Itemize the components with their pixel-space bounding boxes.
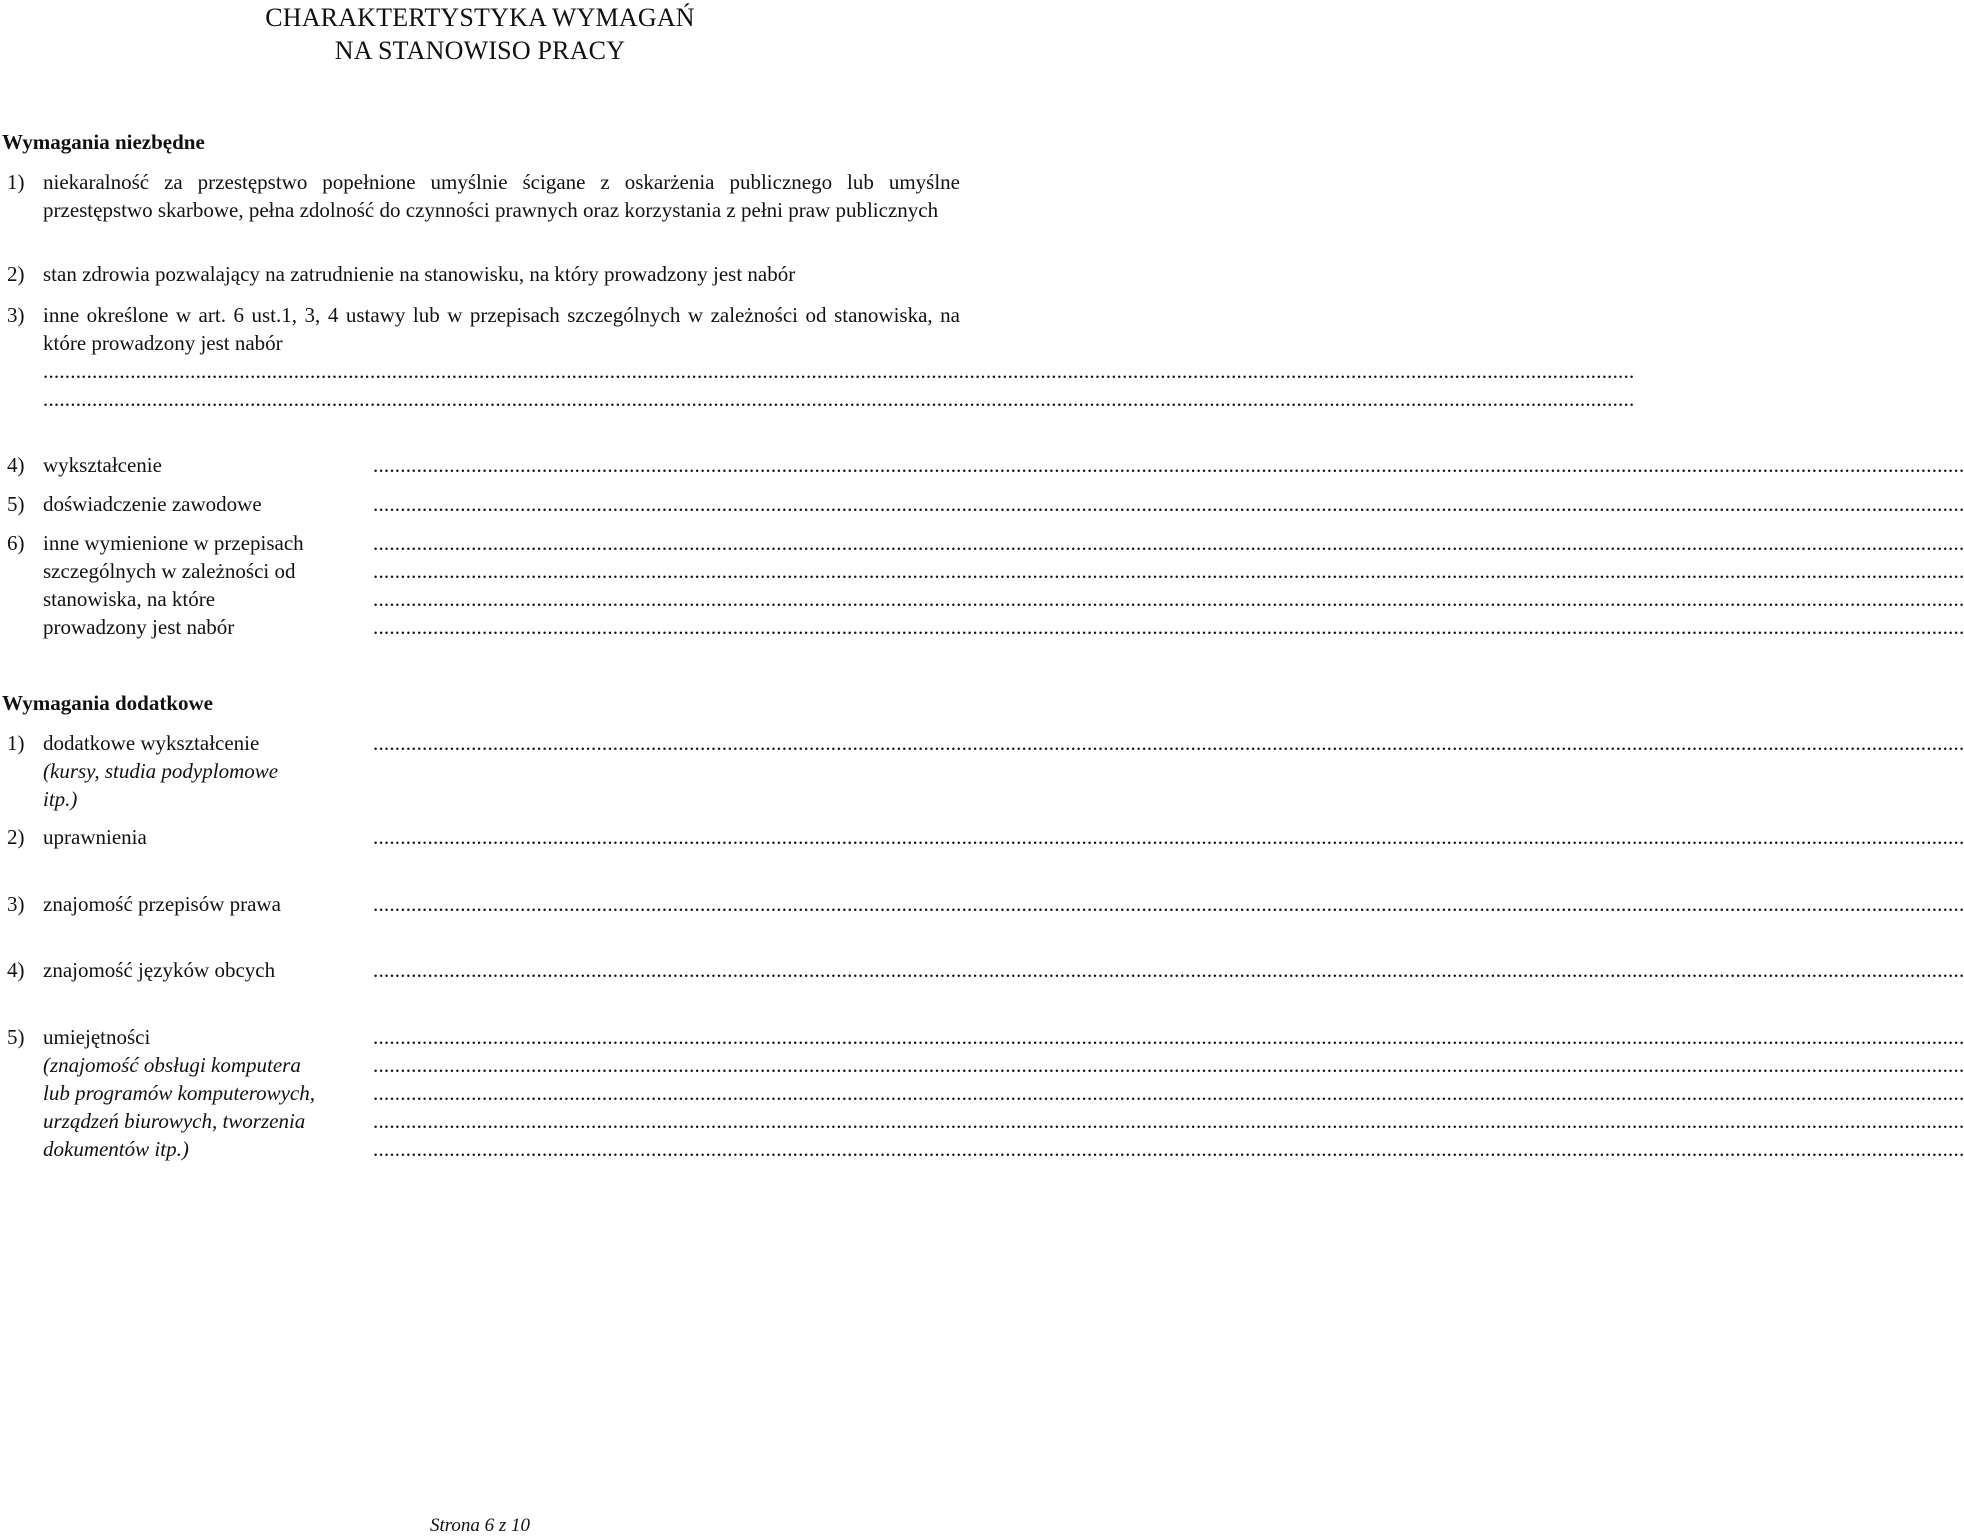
additional-item-5-fill-line-5[interactable]: .................................................................................................................................................................................................................................................................................................... [373,1137,1964,1161]
additional-item-3-text: znajomość przepisów prawa [43,892,281,916]
required-item-6-text-line-1: inne wymienione w przepisach [43,531,304,555]
additional-item-4-fill[interactable]: .................................................................................................................................................................................................................................................................................................... [373,958,1964,982]
required-item-5-text: doświadczenie zawodowe [43,492,262,516]
additional-item-1-note-line-1: (kursy, studia podyplomowe [43,759,279,783]
additional-item-1-note-line-2: itp.) [43,787,78,811]
required-item-3-text: inne określone w art. 6 ust.1, 3, 4 ustawy lub w przepisach szczególnych w zależności od stanowiska, na które prowadzony jest nabór [43,303,960,355]
required-item-4-fill[interactable]: .................................................................................................................................................................................................................................................................................................... [373,453,1964,477]
required-item-6-fill-line-3[interactable]: .................................................................................................................................................................................................................................................................................................... [373,587,1964,611]
document-title-line-1: CHARAKTERTYSTYKA WYMAGAŃ [265,3,695,32]
additional-item-1-fill[interactable]: .................................................................................................................................................................................................................................................................................................... [373,731,1964,755]
additional-item-1-number: 1) [7,731,25,755]
document-title-line-2: NA STANOWISO PRACY [334,36,626,65]
additional-item-2-number: 2) [7,825,25,849]
additional-item-5-fill-line-1[interactable]: .................................................................................................................................................................................................................................................................................................... [373,1025,1964,1049]
required-item-1-text: niekaralność za przestępstwo popełnione umyślnie ścigane z oskarżenia publicznego lub umyślne przestępstwo skarbowe, pełna zdolność do czynności prawnych oraz korzystania z pełni praw publicznych [43,170,960,222]
additional-item-5-fill-line-4[interactable]: .................................................................................................................................................................................................................................................................................................... [373,1109,1964,1133]
additional-item-5-note-line-1: (znajomość obsługi komputera [43,1053,301,1077]
required-item-6-fill-line-1[interactable]: .................................................................................................................................................................................................................................................................................................... [373,531,1964,555]
additional-item-5-fill-line-3[interactable]: .................................................................................................................................................................................................................................................................................................... [373,1081,1964,1105]
required-item-6-fill-line-2[interactable]: .................................................................................................................................................................................................................................................................................................... [373,559,1964,583]
additional-item-5-note-line-2: lub programów komputerowych, [43,1081,316,1105]
required-item-6-text-line-2: szczególnych w zależności od [43,559,296,583]
required-item-1-number: 1) [7,170,25,194]
required-item-6-text-line-3: stanowiska, na które [43,587,216,611]
additional-item-3-number: 3) [7,892,25,916]
additional-item-3-fill[interactable]: .................................................................................................................................................................................................................................................................................................... [373,892,1964,916]
required-item-4-text: wykształcenie [43,453,162,477]
required-item-5-number: 5) [7,492,25,516]
required-item-2-text: stan zdrowia pozwalający na zatrudnienie na stanowisku, na który prowadzony jest nabór [43,262,796,286]
additional-item-2-fill[interactable]: .................................................................................................................................................................................................................................................................................................... [373,825,1964,849]
required-item-5-fill[interactable]: .................................................................................................................................................................................................................................................................................................... [373,492,1964,516]
required-item-3-number: 3) [7,303,25,327]
required-item-3-fill-line-1[interactable]: .................................................................................................................................................................................................................................................................................................... [43,359,1635,383]
required-item-6-number: 6) [7,531,25,555]
page-number-footer: Strona 6 z 10 [429,1515,531,1536]
additional-item-5-note-line-4: dokumentów itp.) [43,1137,189,1161]
additional-item-5-text: umiejętności [43,1025,151,1049]
additional-heading: Wymagania dodatkowe [2,691,213,715]
additional-item-2-text: uprawnienia [43,825,147,849]
required-item-3-fill-line-2[interactable]: .................................................................................................................................................................................................................................................................................................... [43,387,1635,411]
additional-item-4-number: 4) [7,958,25,982]
additional-item-5-note-line-3: urządzeń biurowych, tworzenia [43,1109,306,1133]
additional-item-1-text: dodatkowe wykształcenie [43,731,260,755]
required-item-4-number: 4) [7,453,25,477]
required-item-2-number: 2) [7,262,25,286]
additional-item-5-fill-line-2[interactable]: .................................................................................................................................................................................................................................................................................................... [373,1053,1964,1077]
required-item-6-fill-line-4[interactable]: .................................................................................................................................................................................................................................................................................................... [373,615,1964,639]
additional-item-4-text: znajomość języków obcych [43,958,276,982]
required-item-6-text-line-4: prowadzony jest nabór [43,615,235,639]
additional-item-5-number: 5) [7,1025,25,1049]
required-heading: Wymagania niezbędne [2,130,205,154]
